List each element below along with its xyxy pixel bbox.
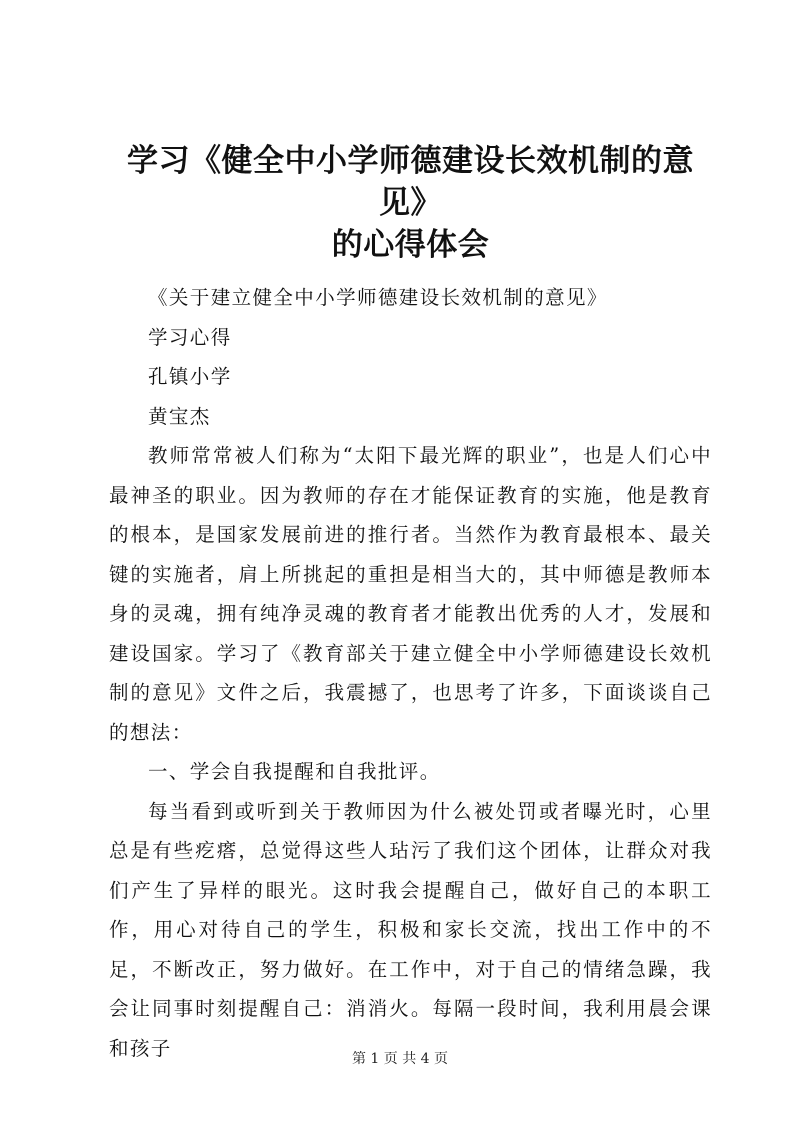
- body-paragraph-section-1: 每当看到或听到关于教师因为什么被处罚或者曝光时，心里总是有些疙瘩，总觉得这些人玷污了我们这个团体，让群众对我们产生了异样的眼光。这时我会提醒自己，做好自己的本职工作，用心对待自己的学生，积极和家长交流，找出工作中的不足，不断改正，努力做好。在工作中，对于自己的情绪急躁，我会让同事时刻提醒自己：消消火。每隔一段时间，我利用晨会课和孩子: [109, 799, 712, 1060]
- document-title: [109, 140, 712, 266]
- title-line-1: 学习《健全中小学师德建设长效机制的意见》: [127, 143, 694, 221]
- subtitle-study-notes: 学习心得: [148, 325, 232, 349]
- body-paragraph-intro: 教师常常被人们称为“太阳下最光辉的职业”，也是人们心中最神圣的职业。因为教师的存在才能保证教育的实施，他是教育的根本，是国家发展前进的推行者。当然作为教育最根本、最关键的实施者，肩上所挑起的重担是相当大的，其中师德是教师本身的灵魂，拥有纯净灵魂的教育者才能教出优秀的人才，发展和建设国家。学习了《教育部关于建立健全中小学师德建设长效机制的意见》文件之后，我震撼了，也思考了许多，下面谈谈自己的想法：: [109, 444, 712, 744]
- author-name: 黄宝杰: [148, 404, 211, 428]
- document-body: [109, 278, 712, 1068]
- page-footer: 第 1 页 共 4 页: [351, 1051, 449, 1067]
- title-line-2: 的心得体会: [331, 227, 490, 263]
- subtitle-paragraph: 《关于建立健全中小学师德建设长效机制的意见》: [148, 286, 608, 309]
- section-heading-1: 一、学会自我提醒和自我批评。: [148, 760, 441, 783]
- school-name: 孔镇小学: [148, 365, 232, 388]
